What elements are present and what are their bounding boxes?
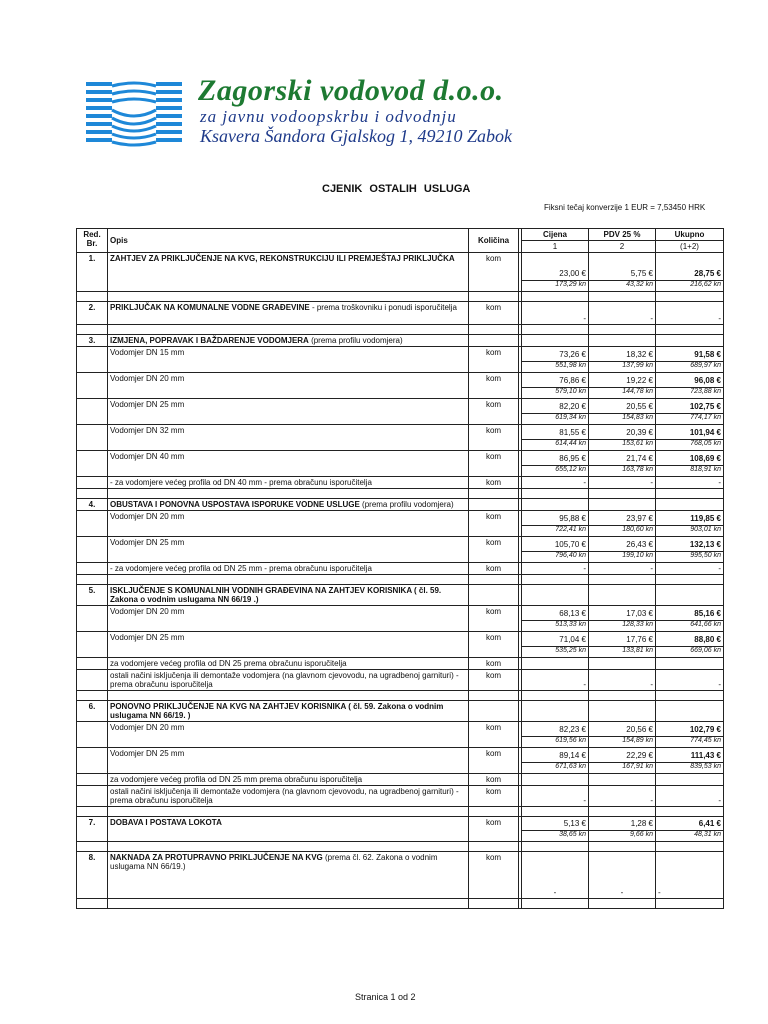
table-row: 1. ZAHTJEV ZA PRIKLJUČENJE NA KVG, REKONSTRUKCIJU ILI PREMJEŠTAJ PRIKLJUČKA kom 23,00 € 173,29 kn 5,75 € 43,32 kn 28,75 € 216,62 kn xyxy=(77,253,724,292)
table-row: - za vodomjere većeg profila od DN 40 mm - prema obračunu isporučitelja kom - - - xyxy=(77,477,724,489)
table-row: 5. ISKLJUČENJE S KOMUNALNIH VODNIH GRAĐEVINA NA ZAHTJEV KORISNIKA ( čl. 59. Zakona o vodnim uslugama NN 66/19 .) xyxy=(77,585,724,606)
price-table xyxy=(76,228,724,909)
col-header-cijena: Cijena xyxy=(522,229,589,241)
table-row: Vodomjer DN 40 mm kom 86,95 € 655,12 kn 21,74 € 163,78 kn 108,69 € 818,91 kn xyxy=(77,451,724,477)
page-number: Stranica 1 od 2 xyxy=(355,992,416,1002)
company-name: Zagorski vodovod d.o.o. xyxy=(198,74,504,107)
table-row: 4. OBUSTAVA I PONOVNA USPOSTAVA ISPORUKE VODNE USLUGE (prema profilu vodomjera) xyxy=(77,499,724,511)
col-header-kolicina: Količina xyxy=(469,229,519,253)
col-header-opis: Opis xyxy=(108,229,469,253)
table-row: Vodomjer DN 25 mm kom 89,14 € 671,63 kn 22,29 € 167,91 kn 111,43 € 839,53 kn xyxy=(77,748,724,774)
table-row: 2. PRIKLJUČAK NA KOMUNALNE VODNE GRAĐEVINE - prema troškovniku i ponudi isporučitelja kom - - - xyxy=(77,302,724,325)
table-row: ostali načini isključenja ili demontaže vodomjera (na glavnom cjevovodu, na ugradbenoj garnituri) - prema obračunu isporučitelja kom - - - xyxy=(77,670,724,691)
table-row: Vodomjer DN 32 mm kom 81,55 € 614,44 kn 20,39 € 153,61 kn 101,94 € 768,05 kn xyxy=(77,425,724,451)
table-row: Vodomjer DN 20 mm kom 68,13 € 513,33 kn 17,03 € 128,33 kn 85,16 € 641,66 kn xyxy=(77,606,724,632)
company-tagline: za javnu vodoopskrbu i odvodnju xyxy=(200,107,457,126)
table-row: Vodomjer DN 15 mm kom 73,26 € 551,98 kn 18,32 € 137,99 kn 91,58 € 689,97 kn xyxy=(77,347,724,373)
table-row: - za vodomjere većeg profila od DN 25 mm - prema obračunu isporučitelja kom - - - xyxy=(77,563,724,575)
page-title: CJENIK OSTALIH USLUGA xyxy=(322,183,471,195)
col-header-pdv: PDV 25 % xyxy=(589,229,656,241)
table-row: za vodomjere većeg profila od DN 25 prema obračunu isporučitelja kom xyxy=(77,658,724,670)
table-row: za vodomjere većeg profila od DN 25 mm prema obračunu isporučitelja kom xyxy=(77,774,724,786)
col-header-red-br: Red. Br. xyxy=(77,229,108,253)
company-address: Ksavera Šandora Gjalskog 1, 49210 Zabok xyxy=(200,126,512,146)
exchange-rate-note: Fiksni tečaj konverzije 1 EUR = 7,53450 HRK xyxy=(544,203,706,212)
water-waves-logo xyxy=(86,78,182,148)
table-row: ostali načini isključenja ili demontaže vodomjera (na glavnom cjevovodu, na ugradbenoj garnituri) - prema obračunu isporučitelja kom - - - xyxy=(77,786,724,807)
table-row: Vodomjer DN 20 mm kom 95,88 € 722,41 kn 23,97 € 180,60 kn 119,85 € 903,01 kn xyxy=(77,511,724,537)
table-row: 7. DOBAVA I POSTAVA LOKOTA kom 5,13 € 38,65 kn 1,28 € 9,66 kn 6,41 € 48,31 kn xyxy=(77,817,724,842)
table-row: Vodomjer DN 20 mm kom 82,23 € 619,56 kn 20,56 € 154,89 kn 102,79 € 774,45 kn xyxy=(77,722,724,748)
col-header-ukupno: Ukupno xyxy=(656,229,724,241)
table-row: 6. PONOVNO PRIKLJUČENJE NA KVG NA ZAHTJEV KORISNIKA ( čl. 59. Zakona o vodnim uslugama NN 66/19. ) xyxy=(77,701,724,722)
table-header-numbers: 1 2 (1+2) xyxy=(77,241,724,253)
table-row: Vodomjer DN 25 mm kom 71,04 € 535,25 kn 17,76 € 133,81 kn 88,80 € 669,06 kn xyxy=(77,632,724,658)
table-row: Vodomjer DN 20 mm kom 76,86 € 579,10 kn 19,22 € 144,78 kn 96,08 € 723,88 kn xyxy=(77,373,724,399)
table-row: 8. NAKNADA ZA PROTUPRAVNO PRIKLJUČENJE NA KVG (prema čl. 62. Zakona o vodnim uslugama NN 66/19.) kom - - - xyxy=(77,852,724,899)
table-row: 3. IZMJENA, POPRAVAK I BAŽDARENJE VODOMJERA (prema profilu vodomjera) xyxy=(77,335,724,347)
table-header-row xyxy=(77,229,724,241)
table-row: Vodomjer DN 25 mm kom 82,20 € 619,34 kn 20,55 € 154,83 kn 102,75 € 774,17 kn xyxy=(77,399,724,425)
table-row: Vodomjer DN 25 mm kom 105,70 € 796,40 kn 26,43 € 199,10 kn 132,13 € 995,50 kn xyxy=(77,537,724,563)
